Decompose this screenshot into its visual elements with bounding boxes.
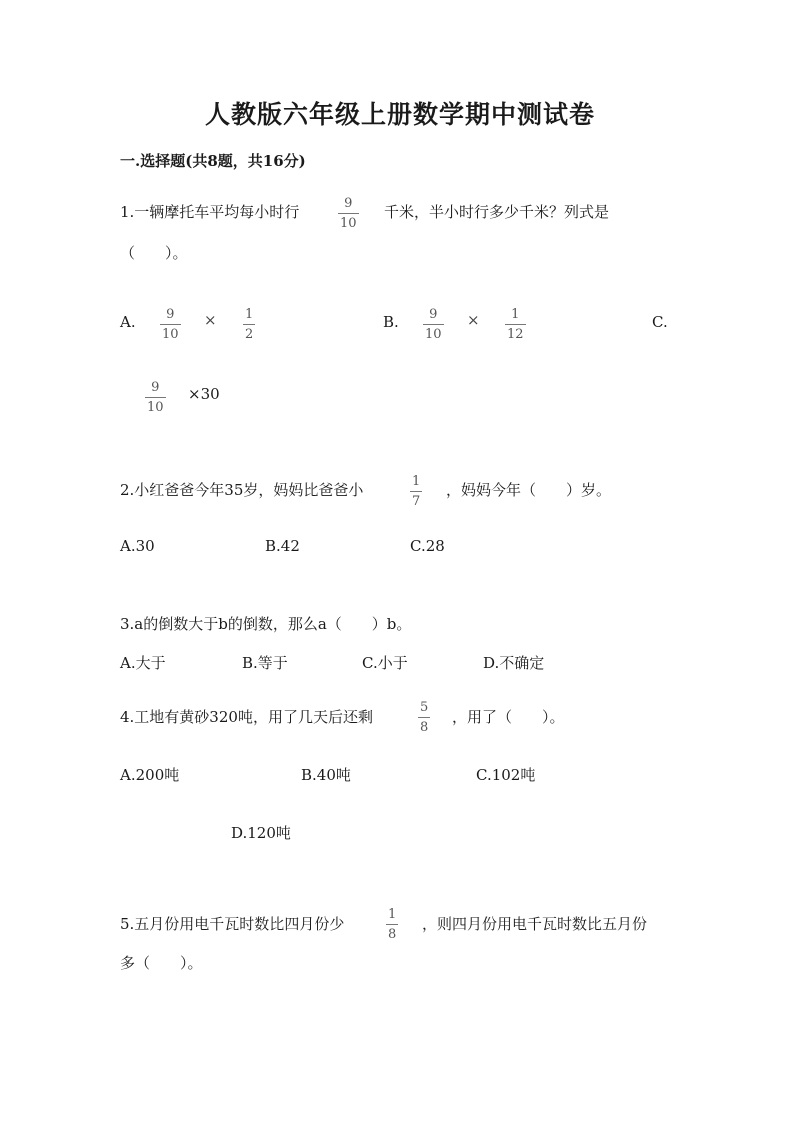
q1-option-b-frac1 — [423, 308, 444, 341]
frac-num: 9 — [151, 380, 160, 395]
q3-stem: 3.a的倒数大于b的倒数，那么a（ ）b。 — [120, 615, 412, 633]
q3-option-d: D.不确定 — [483, 654, 545, 672]
q1-option-c-label: C. — [652, 313, 668, 331]
q1-option-b-op: × — [467, 311, 480, 329]
q1-option-a-op: × — [204, 311, 217, 329]
frac-den: 12 — [505, 324, 526, 341]
frac-den: 8 — [418, 717, 430, 734]
frac-num: 9 — [166, 307, 175, 322]
q1-option-b-label: B. — [383, 313, 399, 331]
q5-stem-c: 多（ ）。 — [120, 954, 203, 972]
q1-fraction — [338, 197, 359, 230]
q2-stem-a: 2.小红爸爸今年35岁，妈妈比爸爸小 — [120, 481, 364, 499]
q1-frac-num: 9 — [344, 196, 353, 211]
frac-den: 10 — [145, 397, 166, 414]
q4-option-b: B.40吨 — [301, 766, 351, 784]
q5-stem-b: ，则四月份用电千瓦时数比五月份 — [422, 915, 648, 933]
q1-option-a-label: A. — [120, 313, 136, 331]
frac-den: 10 — [423, 324, 444, 341]
q3-option-a: A.大于 — [120, 654, 166, 672]
q2-option-a: A.30 — [120, 537, 155, 555]
q4-stem-a: 4.工地有黄砂320吨，用了几天后还剩 — [120, 708, 373, 726]
frac-num: 1 — [511, 307, 520, 322]
q4-option-c: C.102吨 — [476, 766, 536, 784]
frac-num: 1 — [412, 474, 421, 489]
q4-option-d: D.120吨 — [231, 824, 291, 842]
q1-option-c-frac — [145, 381, 166, 414]
page-title: 人教版六年级上册数学期中测试卷 — [204, 100, 595, 129]
q4-fraction — [418, 701, 430, 734]
q1-option-a-frac1 — [160, 308, 181, 341]
q1-frac-den: 10 — [338, 213, 359, 230]
q2-fraction — [410, 475, 422, 508]
q2-option-c: C.28 — [410, 537, 445, 555]
frac-num: 1 — [245, 307, 254, 322]
q1-option-a-frac2 — [243, 308, 255, 341]
q1-stem-a: 1.一辆摩托车平均每小时行 — [120, 203, 300, 221]
q4-option-a: A.200吨 — [120, 766, 180, 784]
q1-stem-c: （ ）。 — [120, 244, 188, 262]
q2-option-b: B.42 — [265, 537, 300, 555]
frac-num: 5 — [420, 700, 429, 715]
frac-den: 2 — [243, 324, 255, 341]
frac-den: 8 — [386, 924, 398, 941]
q5-stem-a: 5.五月份用电千瓦时数比四月份少 — [120, 915, 345, 933]
q2-stem-b: ，妈妈今年（ ）岁。 — [446, 481, 612, 499]
q5-fraction — [386, 908, 398, 941]
frac-num: 1 — [388, 907, 397, 922]
frac-den: 7 — [410, 491, 422, 508]
q3-option-b: B.等于 — [242, 654, 288, 672]
q3-option-c: C.小于 — [362, 654, 408, 672]
q1-stem-b: 千米，半小时行多少千米？列式是 — [384, 203, 610, 221]
section-heading: 一.选择题(共8题，共16分) — [120, 152, 306, 170]
q1-option-c-tail: ×30 — [188, 385, 220, 403]
frac-num: 9 — [429, 307, 438, 322]
q1-option-b-frac2 — [505, 308, 526, 341]
q4-stem-b: ，用了（ ）。 — [452, 708, 565, 726]
frac-den: 10 — [160, 324, 181, 341]
